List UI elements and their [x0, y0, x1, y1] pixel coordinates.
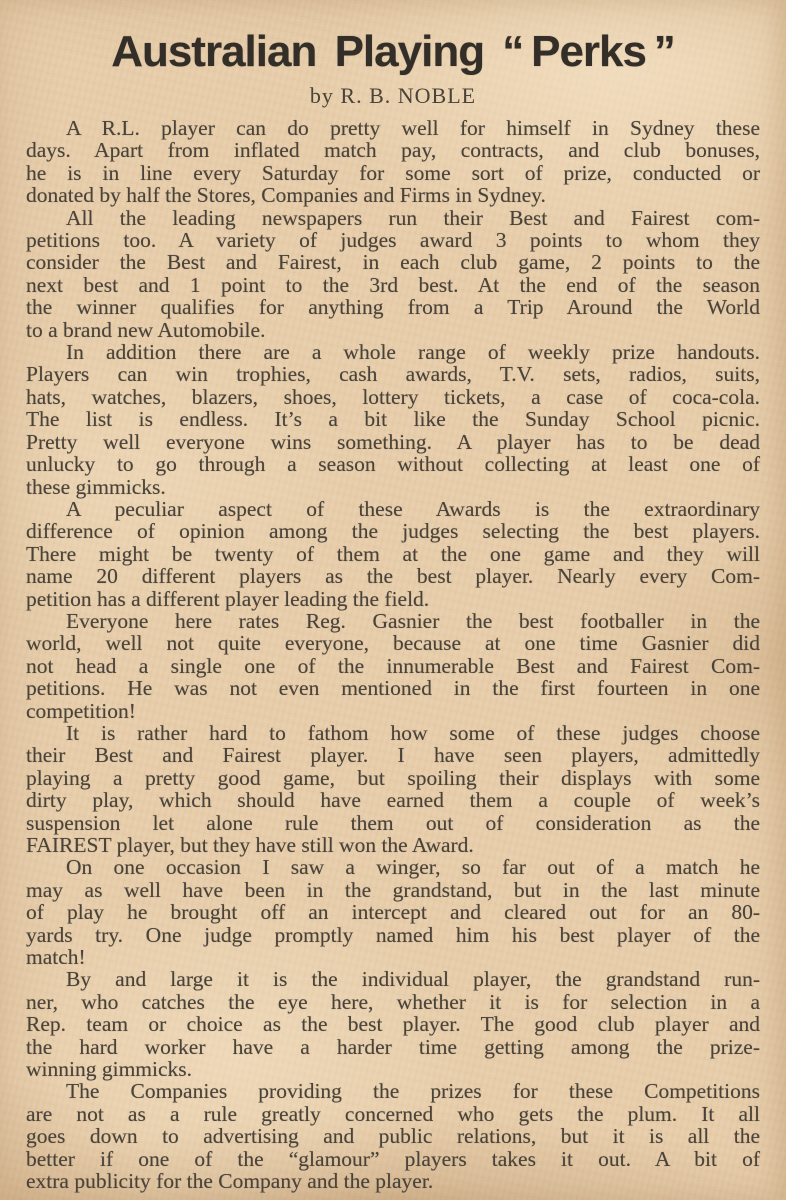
text-line: goes down to advertising and public relations, but it is all the	[26, 1124, 760, 1149]
text-line: extra publicity for the Company and the player.	[26, 1169, 434, 1194]
text-line: he is in line every Saturday for some sort of prize, conducted or	[26, 160, 760, 185]
paragraph	[26, 722, 760, 856]
text-line: petitions too. A variety of judges award 3 points to whom they	[26, 228, 760, 253]
text-line: Pretty well everyone wins something. A player has to be dead	[26, 429, 760, 454]
text-line: In addition there are a whole range of weekly prize handouts.	[66, 340, 760, 365]
article-body	[26, 117, 760, 1193]
text-line: It is rather hard to fathom how some of these judges choose	[66, 720, 760, 745]
text-line: competition!	[26, 698, 136, 723]
text-line: On one occasion I saw a winger, so far out of a match he	[66, 855, 760, 880]
text-line: There might be twenty of them at the one game and they will	[26, 541, 760, 566]
text-line: world, well not quite everyone, because at one time Gasnier did	[26, 631, 760, 656]
paragraph	[26, 498, 760, 610]
text-line: donated by half the Stores, Companies and Firms in Sydney.	[26, 183, 546, 208]
text-line: FAIREST player, but they have still won the Award.	[26, 833, 474, 857]
text-line: Everyone here rates Reg. Gasnier the best footballer in the	[66, 608, 760, 633]
text-line: petition has a different player leading the field.	[26, 586, 430, 611]
paragraph	[26, 610, 760, 722]
text-line: match!	[26, 945, 86, 970]
text-line: better if one of the “glamour” players takes it out. A bit of	[26, 1146, 760, 1171]
text-line: All the leading newspapers run their Best and Fairest com-	[66, 205, 760, 230]
text-line: A R.L. player can do pretty well for himself in Sydney these	[66, 116, 760, 140]
text-line: their Best and Fairest player. I have seen players, admittedly	[26, 743, 760, 768]
text-line: dirty play, which should have earned them a couple of week’s	[26, 788, 760, 813]
text-line: Players can win trophies, cash awards, T.V. sets, radios, suits,	[26, 362, 760, 387]
text-line: difference of opinion among the judges selecting the best players.	[26, 519, 760, 544]
text-line: The Companies providing the prizes for these Competitions	[66, 1079, 760, 1104]
text-line: The list is endless. It’s a bit like the Sunday School picnic.	[26, 407, 760, 432]
text-line: are not as a rule greatly concerned who gets the plum. It all	[26, 1101, 760, 1126]
text-line: next best and 1 point to the 3rd best. At the end of the season	[26, 272, 760, 297]
text-line: suspension let alone rule them out of consideration as the	[26, 810, 760, 835]
paragraph	[26, 341, 760, 498]
paragraph	[26, 117, 760, 207]
text-line: name 20 different players as the best player. Nearly every Com-	[26, 564, 760, 589]
text-line: unlucky to go through a season without collecting at least one of	[26, 452, 760, 477]
text-line: consider the Best and Fairest, in each club game, 2 points to the	[26, 250, 760, 275]
text-line: yards try. One judge promptly named him his best player of the	[26, 922, 760, 947]
paragraph	[26, 856, 760, 968]
text-line: hats, watches, blazers, shoes, lottery tickets, a case of coca-cola.	[26, 384, 760, 409]
text-line: ner, who catches the eye here, whether it is for selection in a	[26, 989, 760, 1014]
text-line: By and large it is the individual player, the grandstand run-	[66, 967, 760, 992]
text-line: days. Apart from inflated match pay, contracts, and club bonuses,	[26, 138, 760, 163]
text-line: the winner qualifies for anything from a Trip Around the World	[26, 295, 760, 320]
text-line: Rep. team or choice as the best player. The good club player and	[26, 1012, 760, 1037]
paragraph	[26, 207, 760, 341]
text-line: not head a single one of the innumerable Best and Fairest Com-	[26, 653, 760, 678]
text-line: petitions. He was not even mentioned in the first fourteen in one	[26, 676, 760, 701]
text-line: A peculiar aspect of these Awards is the extraordinary	[66, 496, 760, 521]
text-line: of play he brought off an intercept and cleared out for an 80-	[26, 900, 760, 925]
text-line: these gimmicks.	[26, 474, 166, 499]
article-byline: by R. B. NOBLE	[309, 83, 477, 108]
text-line: may as well have been in the grandstand, but in the last minute	[26, 877, 760, 902]
paragraph	[26, 1080, 760, 1192]
text-line: winning gimmicks.	[26, 1057, 193, 1082]
text-line: the hard worker have a harder time getting among the prize-	[26, 1034, 760, 1059]
text-line: to a brand new Automobile.	[26, 317, 266, 342]
paragraph	[26, 968, 760, 1080]
text-line: playing a pretty good game, but spoiling their displays with some	[26, 765, 760, 790]
article-title: Australian Playing “ Perks ”	[111, 27, 675, 76]
